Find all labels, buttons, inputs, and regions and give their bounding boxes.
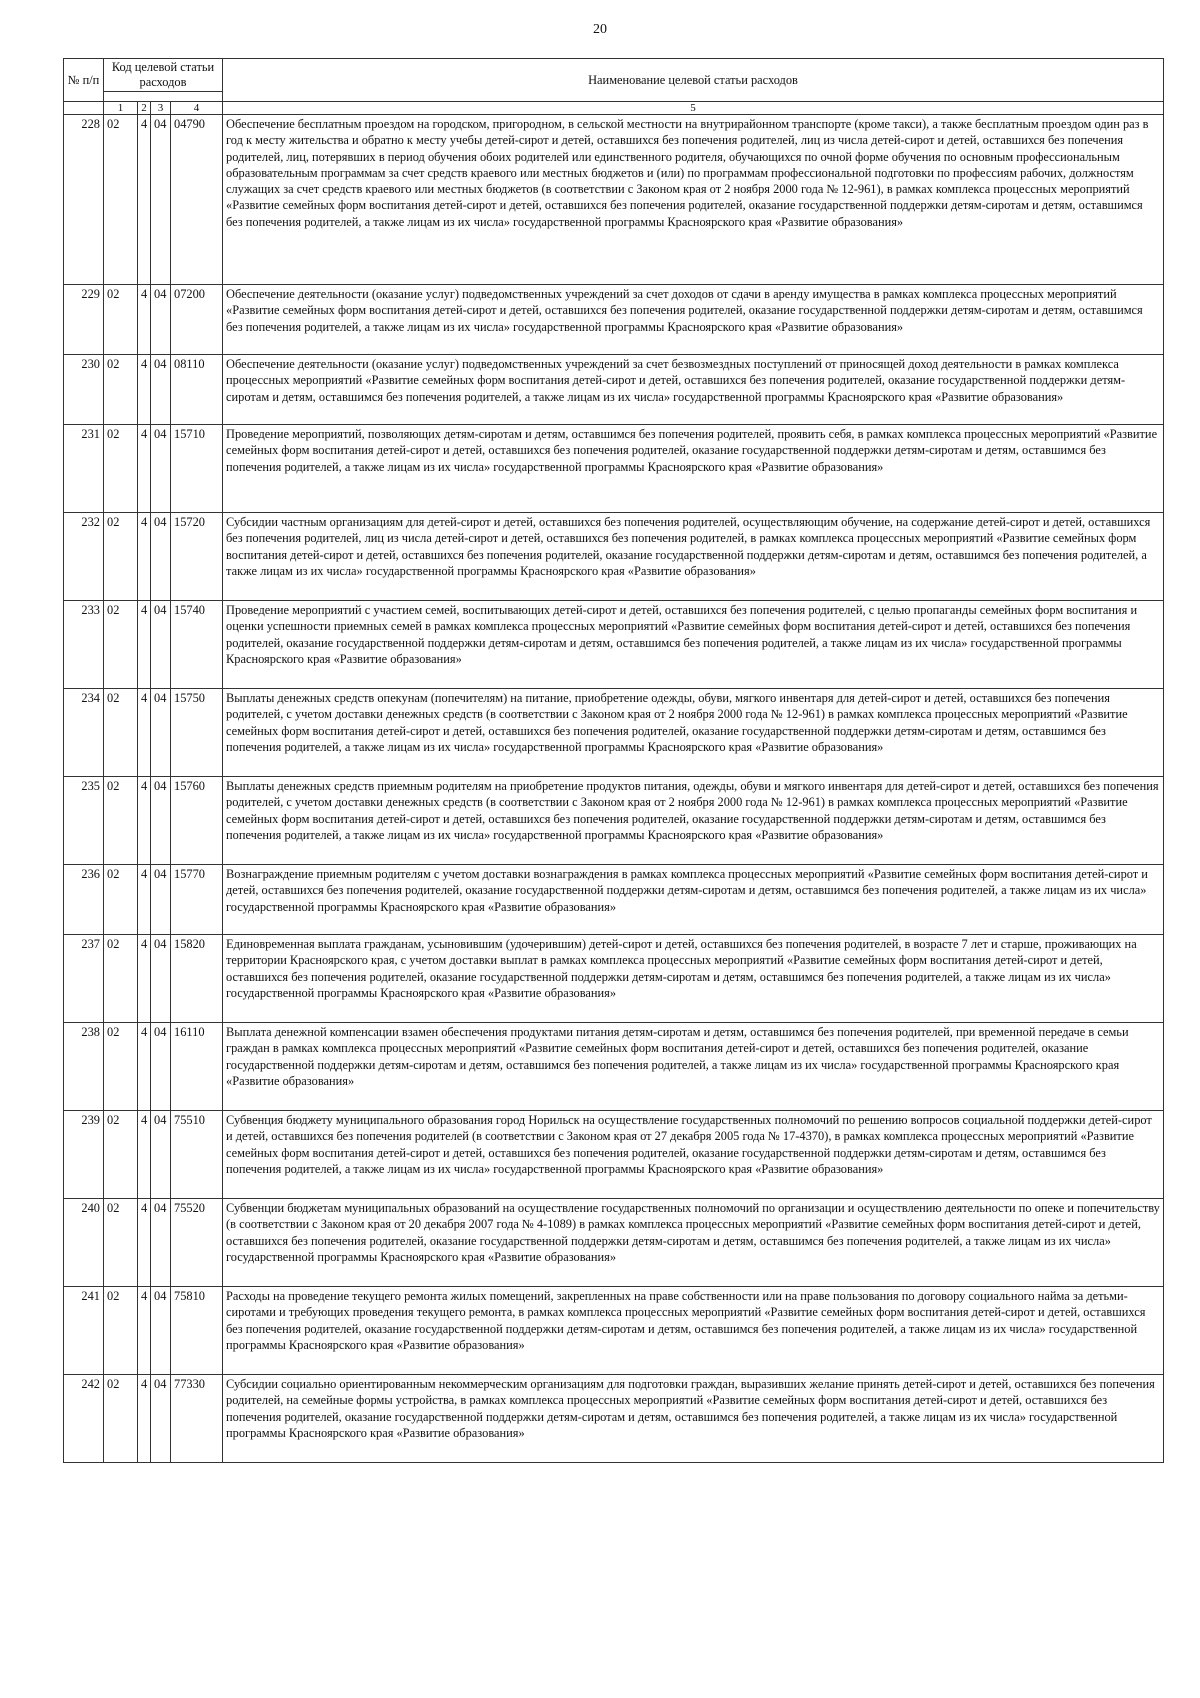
code-part-1-cell: 02	[104, 865, 138, 935]
table-row	[64, 1111, 1164, 1199]
code-part-2-cell: 4	[138, 355, 151, 425]
article-name-cell: Выплата денежной компенсации взамен обеспечения продуктами питания детям-сиротам и детям, оставшимся без попечения родителей, при временной передаче в семьи граждан в рамках комплекса процессных мероприятий «Развитие семейных форм воспитания детей-сирот и детей, оставшихся без попечения родителей, оказание государственной поддержки детям-сиротам и детям, оставшимся без попечения родителей, а также лицам из их числа» государственной программы Красноярского края «Развитие образования»	[223, 1023, 1164, 1111]
code-part-3-cell: 04	[151, 355, 171, 425]
code-part-2-cell: 4	[138, 425, 151, 513]
code-part-2-cell: 4	[138, 513, 151, 601]
code-part-3-cell: 04	[151, 513, 171, 601]
code-part-1-cell: 02	[104, 689, 138, 777]
code-part-1-cell: 02	[104, 513, 138, 601]
code-part-4-cell: 15710	[171, 425, 223, 513]
row-number-cell: 237	[64, 935, 104, 1023]
row-number-cell: 238	[64, 1023, 104, 1111]
table-row	[64, 601, 1164, 689]
code-part-2-cell: 4	[138, 777, 151, 865]
code-part-1-cell: 02	[104, 115, 138, 285]
code-part-2-cell: 4	[138, 1023, 151, 1111]
table-row	[64, 285, 1164, 355]
code-part-3-cell: 04	[151, 1199, 171, 1287]
header-code: Код целевой статьи расходов	[104, 59, 223, 92]
code-part-2-cell: 4	[138, 1199, 151, 1287]
target-articles-table	[63, 58, 1164, 1463]
code-part-4-cell: 15720	[171, 513, 223, 601]
code-part-3-cell: 04	[151, 1111, 171, 1199]
code-part-3-cell: 04	[151, 425, 171, 513]
row-number-cell: 232	[64, 513, 104, 601]
code-part-1-cell: 02	[104, 1287, 138, 1375]
table-row	[64, 513, 1164, 601]
table-row	[64, 1023, 1164, 1111]
column-number-blank	[64, 102, 104, 115]
row-number-cell: 229	[64, 285, 104, 355]
table-row	[64, 355, 1164, 425]
code-part-3-cell: 04	[151, 935, 171, 1023]
row-number-cell: 236	[64, 865, 104, 935]
column-number-row	[64, 102, 1164, 115]
row-number-cell: 235	[64, 777, 104, 865]
code-part-4-cell: 15820	[171, 935, 223, 1023]
column-number: 4	[171, 102, 223, 115]
code-part-4-cell: 75810	[171, 1287, 223, 1375]
code-part-2-cell: 4	[138, 1287, 151, 1375]
code-part-4-cell: 75520	[171, 1199, 223, 1287]
code-part-2-cell: 4	[138, 1375, 151, 1463]
table-row	[64, 689, 1164, 777]
header-name: Наименование целевой статьи расходов	[223, 59, 1164, 102]
article-name-cell: Единовременная выплата гражданам, усыновившим (удочерившим) детей-сирот и детей, оставшихся без попечения родителей, в возрасте 7 лет и старше, проживающих на территории Красноярского края, с учетом доставки выплат в рамках комплекса процессных мероприятий «Развитие семейных форм воспитания детей-сирот и детей, оставшихся без попечения родителей, оказание государственной поддержки детям-сиротам и детям, оставшимся без попечения родителей, а также лицам из их числа» государственной программы Красноярского края «Развитие образования»	[223, 935, 1164, 1023]
header-no: № п/п	[64, 59, 104, 102]
table-row	[64, 425, 1164, 513]
column-number: 5	[223, 102, 1164, 115]
table-body	[64, 115, 1164, 1463]
code-part-1-cell: 02	[104, 1375, 138, 1463]
article-name-cell: Вознаграждение приемным родителям с учетом доставки вознаграждения в рамках комплекса процессных мероприятий «Развитие семейных форм воспитания детей-сирот и детей, оставшихся без попечения родителей, оказание государственной поддержки детям-сиротам и детям, оставшимся без попечения родителей, а также лицам из их числа» государственной программы Красноярского края «Развитие образования»	[223, 865, 1164, 935]
code-part-1-cell: 02	[104, 355, 138, 425]
code-part-4-cell: 16110	[171, 1023, 223, 1111]
code-part-3-cell: 04	[151, 115, 171, 285]
code-part-4-cell: 75510	[171, 1111, 223, 1199]
row-number-cell: 230	[64, 355, 104, 425]
table-row	[64, 865, 1164, 935]
code-part-1-cell: 02	[104, 601, 138, 689]
code-part-3-cell: 04	[151, 1287, 171, 1375]
code-part-3-cell: 04	[151, 601, 171, 689]
article-name-cell: Выплаты денежных средств опекунам (попечителям) на питание, приобретение одежды, обуви, мягкого инвентаря для детей-сирот и детей, оставшихся без попечения родителей, с учетом доставки денежных средств (в соответствии с Законом края от 2 ноября 2000 года № 12-961) в рамках комплекса процессных мероприятий «Развитие семейных форм воспитания детей-сирот и детей, оставшихся без попечения родителей, оказание государственной поддержки детям-сиротам и детям, оставшимся без попечения родителей, а также лицам из их числа» государственной программы Красноярского края «Развитие образования»	[223, 689, 1164, 777]
code-part-3-cell: 04	[151, 689, 171, 777]
code-part-4-cell: 07200	[171, 285, 223, 355]
article-name-cell: Расходы на проведение текущего ремонта жилых помещений, закрепленных на праве собственности или на праве пользования по договору социального найма за детьми-сиротами и требующих проведения текущего ремонта, в рамках комплекса процессных мероприятий «Развитие семейных форм воспитания детей-сирот и детей, оставшихся без попечения родителей, оказание государственной поддержки детям-сиротам и детям, оставшимся без попечения родителей, а также лицам из их числа» государственной программы Красноярского края «Развитие образования»	[223, 1287, 1164, 1375]
code-part-3-cell: 04	[151, 865, 171, 935]
code-part-1-cell: 02	[104, 1111, 138, 1199]
row-number-cell: 240	[64, 1199, 104, 1287]
code-part-2-cell: 4	[138, 935, 151, 1023]
code-part-2-cell: 4	[138, 689, 151, 777]
code-part-3-cell: 04	[151, 1375, 171, 1463]
code-part-4-cell: 15760	[171, 777, 223, 865]
code-part-1-cell: 02	[104, 425, 138, 513]
code-part-2-cell: 4	[138, 1111, 151, 1199]
page-number: 20	[593, 22, 607, 37]
article-name-cell: Субсидии частным организациям для детей-сирот и детей, оставшихся без попечения родителей, осуществляющим обучение, на содержание детей-сирот и детей, оставшихся без попечения родителей, лиц из числа детей-сирот и детей, оставшихся без попечения родителей, в рамках комплекса процессных мероприятий «Развитие семейных форм воспитания детей-сирот и детей, оставшихся без попечения родителей, оказание государственной поддержки детям-сиротам и детям, оставшимся без попечения родителей, а также лицам из их числа» государственной программы Красноярского края «Развитие образования»	[223, 513, 1164, 601]
article-name-cell: Проведение мероприятий с участием семей, воспитывающих детей-сирот и детей, оставшихся без попечения родителей, с целью пропаганды семейных форм воспитания и оценки успешности приемных семей в рамках комплекса процессных мероприятий «Развитие семейных форм воспитания детей-сирот и детей, оставшихся без попечения родителей, оказание государственной поддержки детям-сиротам и детям, оставшимся без попечения родителей, а также лицам из их числа» государственной программы Красноярского края «Развитие образования»	[223, 601, 1164, 689]
code-part-1-cell: 02	[104, 935, 138, 1023]
row-number-cell: 241	[64, 1287, 104, 1375]
code-part-4-cell: 15770	[171, 865, 223, 935]
code-part-1-cell: 02	[104, 777, 138, 865]
code-part-4-cell: 15740	[171, 601, 223, 689]
code-part-4-cell: 08110	[171, 355, 223, 425]
table-header-row	[64, 59, 1164, 92]
code-part-2-cell: 4	[138, 601, 151, 689]
code-part-4-cell: 15750	[171, 689, 223, 777]
column-number: 2	[138, 102, 151, 115]
table-row	[64, 777, 1164, 865]
code-part-3-cell: 04	[151, 1023, 171, 1111]
code-part-3-cell: 04	[151, 285, 171, 355]
column-number: 3	[151, 102, 171, 115]
code-part-2-cell: 4	[138, 115, 151, 285]
row-number-cell: 234	[64, 689, 104, 777]
article-name-cell: Субсидии социально ориентированным некоммерческим организациям для подготовки граждан, выразивших желание принять детей-сирот и детей, оставшихся без попечения родителей, на семейные формы устройства, в рамках комплекса процессных мероприятий «Развитие семейных форм воспитания детей-сирот и детей, оставшихся без попечения родителей, оказание государственной поддержки детям-сиротам и детям, оставшимся без попечения родителей, а также лицам из их числа» государственной программы Красноярского края «Развитие образования»	[223, 1375, 1164, 1463]
row-number-cell: 233	[64, 601, 104, 689]
row-number-cell: 228	[64, 115, 104, 285]
code-part-1-cell: 02	[104, 1199, 138, 1287]
article-name-cell: Обеспечение бесплатным проездом на городском, пригородном, в сельской местности на внутрирайонном транспорте (кроме такси), а также бесплатным проездом один раз в год к месту жительства и обратно к месту учебы детей-сирот и детей, оставшихся без попечения родителей, лиц из числа детей-сирот и детей, оставшихся без попечения родителей, лиц, потерявших в период обучения обоих родителей или единственного родителя, обучающихся по очной форме обучения по основным профессиональным образовательным программам за счет средств краевого или местных бюджетов и (или) по программам профессиональной подготовки по профессиям рабочих, должностям служащих за счет средств краевого или местных бюджетов (в соответствии с Законом края от 2 ноября 2000 года № 12-961), в рамках комплекса процессных мероприятий «Развитие семейных форм воспитания детей-сирот и детей, оставшихся без попечения родителей, оказание государственной поддержки детям-сиротам и детям, оставшимся без попечения родителей, а также лицам из их числа» государственной программы Красноярского края «Развитие образования»	[223, 115, 1164, 285]
row-number-cell: 239	[64, 1111, 104, 1199]
table-row	[64, 115, 1164, 285]
row-number-cell: 242	[64, 1375, 104, 1463]
article-name-cell: Обеспечение деятельности (оказание услуг) подведомственных учреждений за счет безвозмездных поступлений от приносящей доход деятельности в рамках комплекса процессных мероприятий «Развитие семейных форм воспитания детей-сирот и детей, оставшихся без попечения родителей, оказание государственной поддержки детям-сиротам и детям, оставшимся без попечения родителей, а также лицам из их числа» государственной программы Красноярского края «Развитие образования»	[223, 355, 1164, 425]
code-part-1-cell: 02	[104, 285, 138, 355]
row-number-cell: 231	[64, 425, 104, 513]
table-row	[64, 935, 1164, 1023]
article-name-cell: Субвенция бюджету муниципального образования город Норильск на осуществление государственных полномочий по решению вопросов социальной поддержки детей-сирот и детей, оставшихся без попечения родителей (в соответствии с Законом края от 27 декабря 2005 года № 17-4370), в рамках комплекса процессных мероприятий «Развитие семейных форм воспитания детей-сирот и детей, оставшихся без попечения родителей, оказание государственной поддержки детям-сиротам и детям, оставшимся без попечения родителей, а также лицам из их числа» государственной программы Красноярского края «Развитие образования»	[223, 1111, 1164, 1199]
article-name-cell: Выплаты денежных средств приемным родителям на приобретение продуктов питания, одежды, обуви и мягкого инвентаря для детей-сирот и детей, оставшихся без попечения родителей, с учетом доставки денежных средств (в соответствии с Законом края от 2 ноября 2000 года № 12-961) в рамках комплекса процессных мероприятий «Развитие семейных форм воспитания детей-сирот и детей, оставшихся без попечения родителей, оказание государственной поддержки детям-сиротам и детям, оставшимся без попечения родителей, а также лицам из их числа» государственной программы Красноярского края «Развитие образования»	[223, 777, 1164, 865]
code-part-4-cell: 77330	[171, 1375, 223, 1463]
table-row	[64, 1199, 1164, 1287]
column-number: 1	[104, 102, 138, 115]
code-part-1-cell: 02	[104, 1023, 138, 1111]
table-row	[64, 1375, 1164, 1463]
article-name-cell: Проведение мероприятий, позволяющих детям-сиротам и детям, оставшимся без попечения родителей, проявить себя, в рамках комплекса процессных мероприятий «Развитие семейных форм воспитания детей-сирот и детей, оставшихся без попечения родителей, оказание государственной поддержки детям-сиротам и детям, оставшимся без попечения родителей, а также лицам из их числа» государственной программы Красноярского края «Развитие образования»	[223, 425, 1164, 513]
table-row	[64, 1287, 1164, 1375]
code-part-2-cell: 4	[138, 865, 151, 935]
code-part-3-cell: 04	[151, 777, 171, 865]
article-name-cell: Обеспечение деятельности (оказание услуг) подведомственных учреждений за счет доходов от сдачи в аренду имущества в рамках комплекса процессных мероприятий «Развитие семейных форм воспитания детей-сирот и детей, оставшихся без попечения родителей, оказание государственной поддержки детям-сиротам и детям, оставшимся без попечения родителей, а также лицам из их числа» государственной программы Красноярского края «Развитие образования»	[223, 285, 1164, 355]
code-part-2-cell: 4	[138, 285, 151, 355]
code-part-4-cell: 04790	[171, 115, 223, 285]
article-name-cell: Субвенции бюджетам муниципальных образований на осуществление государственных полномочий по организации и осуществлению деятельности по опеке и попечительству (в соответствии с Законом края от 20 декабря 2007 года № 4-1089) в рамках комплекса процессных мероприятий «Развитие семейных форм воспитания детей-сирот и детей, оставшихся без попечения родителей, оказание государственной поддержки детям-сиротам и детям, оставшимся без попечения родителей, а также лицам из их числа» государственной программы Красноярского края «Развитие образования»	[223, 1199, 1164, 1287]
